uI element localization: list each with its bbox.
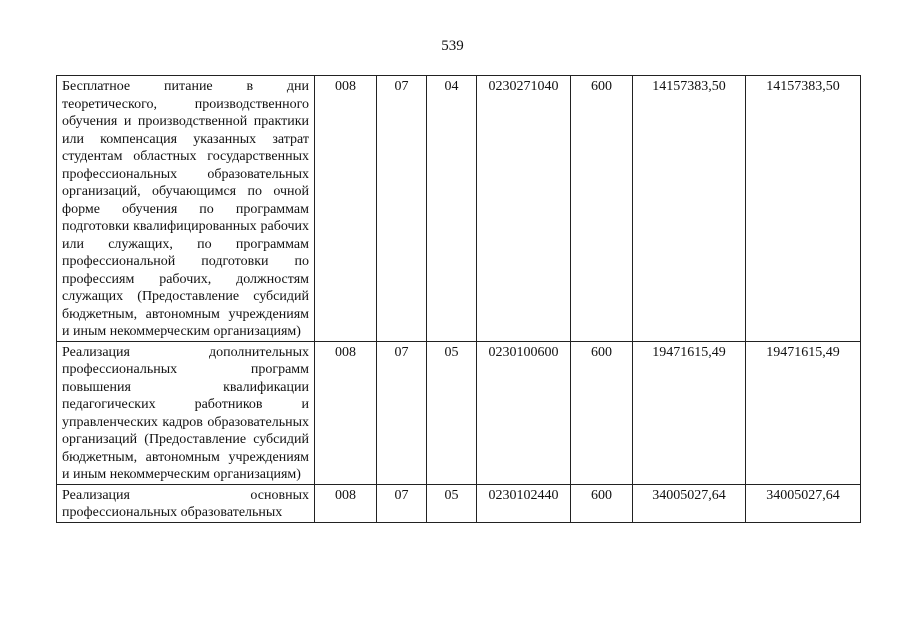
subsection-code: 05	[427, 484, 477, 522]
target-article-code: 0230102440	[477, 484, 571, 522]
amount-1: 14157383,50	[633, 76, 746, 342]
amount-2: 14157383,50	[746, 76, 861, 342]
row-description: Реализация дополнительных профессиональных программ повышения квалификации педагогических работников и управленческих кадров образовательных организаций (Предоставление субсидий бюджетным, автономным учреждениям и иным некоммерческим организациям)	[57, 341, 315, 484]
target-article-code: 0230271040	[477, 76, 571, 342]
page-number: 539	[441, 38, 464, 54]
ministry-code: 008	[315, 484, 377, 522]
row-description: Реализация основных профессиональных образовательных	[57, 484, 315, 522]
table-row	[57, 341, 861, 484]
ministry-code: 008	[315, 341, 377, 484]
table-row	[57, 484, 861, 522]
expense-type-code: 600	[571, 341, 633, 484]
target-article-code: 0230100600	[477, 341, 571, 484]
ministry-code: 008	[315, 76, 377, 342]
expense-type-code: 600	[571, 76, 633, 342]
amount-1: 34005027,64	[633, 484, 746, 522]
table-row	[57, 76, 861, 342]
section-code: 07	[377, 76, 427, 342]
amount-1: 19471615,49	[633, 341, 746, 484]
expense-type-code: 600	[571, 484, 633, 522]
section-code: 07	[377, 341, 427, 484]
budget-table	[56, 75, 861, 523]
subsection-code: 05	[427, 341, 477, 484]
section-code: 07	[377, 484, 427, 522]
row-description: Бесплатное питание в дни теоретического, производственного обучения и производственной практики или компенсация указанных затрат студентам областных государственных профессиональных образовательных организаций, обучающимся по очной форме обучения по программам подготовки квалифицированных рабочих или служащих, по программам профессиональной подготовки по профессиям рабочих, должностям служащих (Предоставление субсидий бюджетным, автономным учреждениям и иным некоммерческим организациям)	[57, 76, 315, 342]
amount-2: 34005027,64	[746, 484, 861, 522]
amount-2: 19471615,49	[746, 341, 861, 484]
subsection-code: 04	[427, 76, 477, 342]
